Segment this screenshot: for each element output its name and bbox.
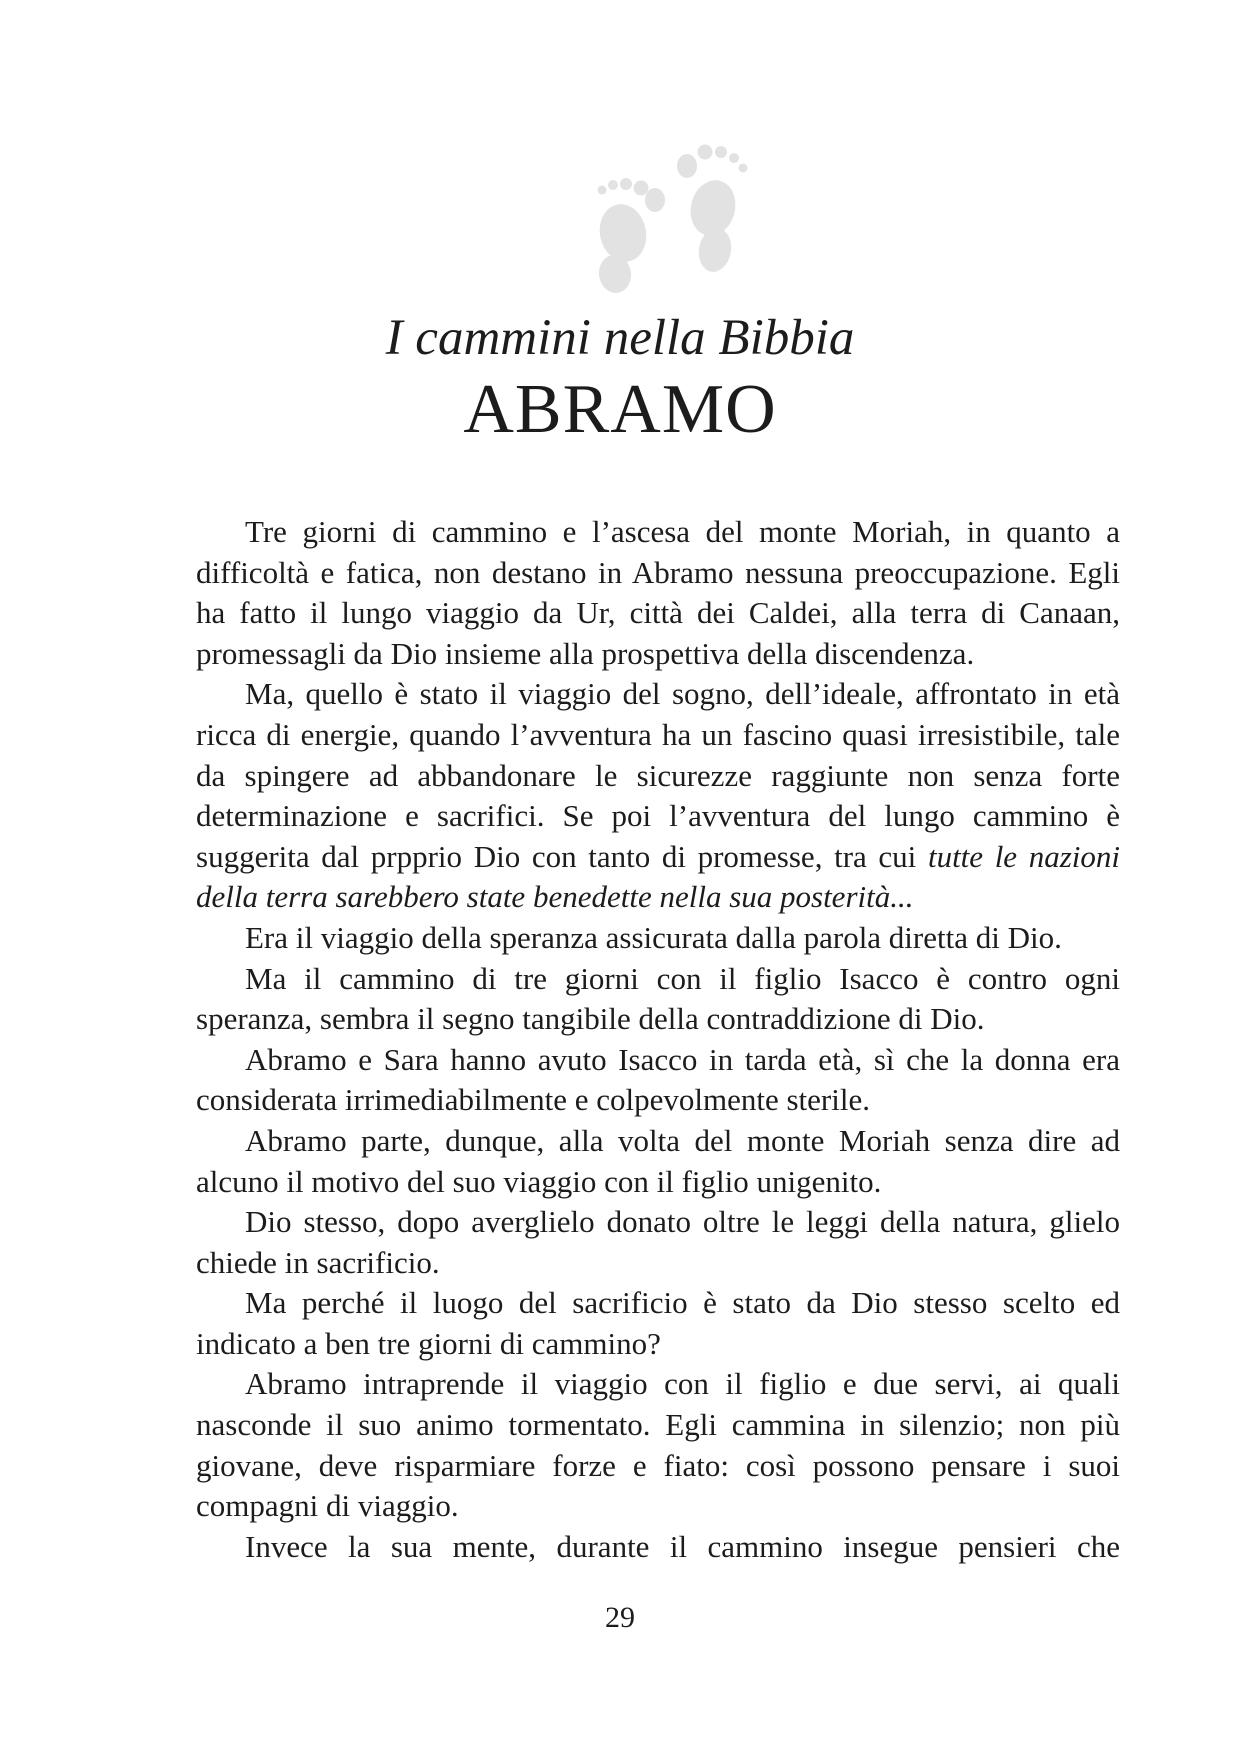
left-foot-toe xyxy=(620,178,632,190)
paragraph: Ma perché il luogo del sacrificio è stato da Dio stesso scelto ed indicato a ben tre giorni di cammino? xyxy=(196,1285,1120,1361)
paragraph: Abramo parte, dunque, alla volta del monte Moriah senza dire ad alcuno il motivo del suo viaggio con il figlio unigenito. xyxy=(196,1122,1120,1199)
paragraph: Abramo intraprende il viaggio con il figlio e due servi, ai quali nasconde il suo animo tormentato. Egli cammina in silenzio; non più giovane, deve risparmiare forze e fiato: così possono pensare i suoi compagni di viaggio. xyxy=(196,1366,1120,1524)
paragraph: Ma il cammino di tre giorni con il figlio Isacco è contro ogni speranza, sembra il segno tangibile della contraddizione di Dio. xyxy=(196,960,1120,1037)
right-foot-toe xyxy=(715,146,727,158)
right-foot-toe xyxy=(729,153,739,163)
paragraph: Dio stesso, dopo averglielo donato oltre le leggi della natura, glielo chiede in sacrificio. xyxy=(196,1204,1120,1280)
paragraph-text: Ma, quello è stato il viaggio del sogno, dell’ideale, affrontato in età ricca di energie, quando l’avventura ha un fascino quasi irresistibile, tale da spingere ad abbandonare le sicurezze raggiunte non senza forte determinazione e sacrifici. Se poi l’avventura del lungo cammino è suggerita dal prpprio Dio con tanto di promesse, tra cui xyxy=(196,676,1120,874)
paragraph xyxy=(196,674,1120,918)
paragraph: Abramo e Sara hanno avuto Isacco in tarda età, sì che la donna era considerata irrimediabilmente e colpevolmente sterile. xyxy=(196,1041,1120,1118)
paragraph-quote: tutte le nazioni della terra sarebbero state benedette nella sua posterità... xyxy=(196,838,1120,915)
left-foot-toe xyxy=(598,186,607,195)
body-text xyxy=(196,512,1120,1567)
left-foot-toe xyxy=(608,180,618,190)
right-foot-toe xyxy=(677,154,697,178)
right-foot-toe xyxy=(739,164,748,173)
left-foot-toe xyxy=(645,188,665,212)
footprints-icon xyxy=(575,138,765,298)
chapter-subtitle: I cammini nella Bibbia xyxy=(385,310,855,366)
chapter-title: ABRAMO xyxy=(463,371,777,448)
paragraph: Tre giorni di cammino e l’ascesa del monte Moriah, in quanto a difficoltà e fatica, non destano in Abramo nessuna preoccupazione. Egli ha fatto il lungo viaggio da Ur, città dei Caldei, alla terra di Canaan, promessagli da Dio insieme alla prospettiva della discendenza. xyxy=(196,514,1120,671)
left-foot-sole xyxy=(594,200,651,266)
paragraph: Era il viaggio della speranza assicurata dalla parola diretta di Dio. xyxy=(245,919,1062,955)
paragraph: Invece la sua mente, durante il cammino insegue pensieri che xyxy=(245,1528,1120,1564)
left-foot-toe xyxy=(634,181,649,196)
right-foot-toe xyxy=(698,145,713,160)
page-number: 29 xyxy=(605,1601,635,1634)
